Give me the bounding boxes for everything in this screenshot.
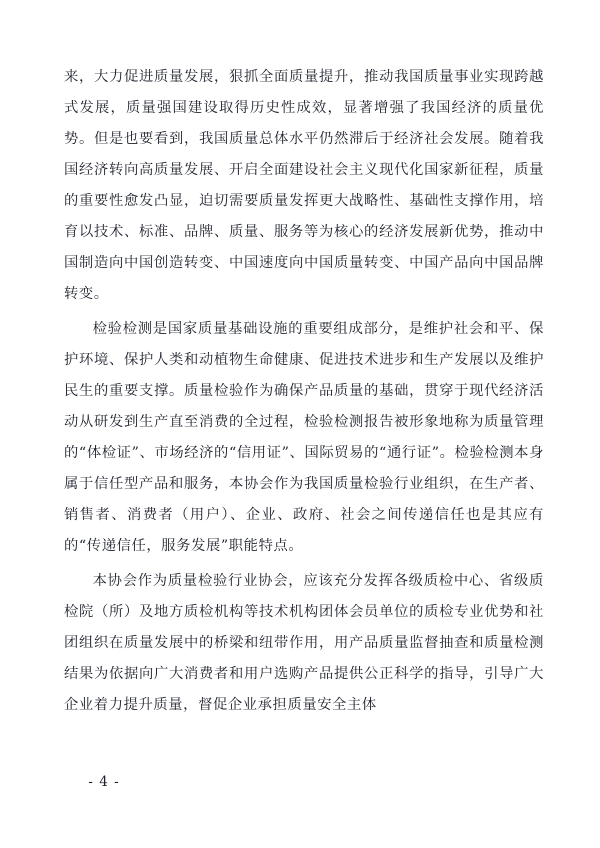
page-content: [64, 62, 544, 788]
page-number-text: - 4 -: [88, 774, 120, 790]
paragraph-2: 检验检测是国家质量基础设施的重要组成部分，是维护社会和平、保护环境、保护人类和动植物生命健康、促进技术进步和生产发展以及维护民生的重要支撑。质量检验作为确保产品质量的基础，贯穿于现代经济活动从研发到生产直至消费的全过程，检验检测报告被形象地称为质量管理的“体检证”、市场经济的“信用证”、国际贸易的“通行证”。检验检测本身属于信任型产品和服务，本协会作为我国质量检验行业组织，在生产者、销售者、消费者（用户）、企业、政府、社会之间传递信任也是其应有的“传递信任，服务发展”职能特点。: [64, 321, 544, 554]
paragraph-3: 本协会作为质量检验行业协会，应该充分发挥各级质检中心、省级质检院（所）及地方质检机构等技术机构团体会员单位的质检专业优势和社团组织在质量发展中的桥梁和纽带作用，用产品质量监督抽查和质量检测结果为依据向广大消费者和用户选购产品提供公正科学的指导，引导广大企业着力提升质量，督促企业承担质量安全主体: [64, 573, 544, 713]
paragraph-1: 来，大力促进质量发展，狠抓全面质量提升，推动我国质量事业实现跨越式发展，质量强国建设取得历史性成效，显著增强了我国经济的质量优势。但是也要看到，我国质量总体水平仍然滞后于经济社会发展。随着我国经济转向高质量发展、开启全面建设社会主义现代化国家新征程，质量的重要性愈发凸显，迫切需要质量发挥更大战略性、基础性支撑作用，培育以技术、标准、品牌、质量、服务等为核心的经济发展新优势，推动中国制造向中国创造转变、中国速度向中国质量转变、中国产品向中国品牌转变。: [64, 69, 544, 302]
page-number: [0, 774, 600, 790]
